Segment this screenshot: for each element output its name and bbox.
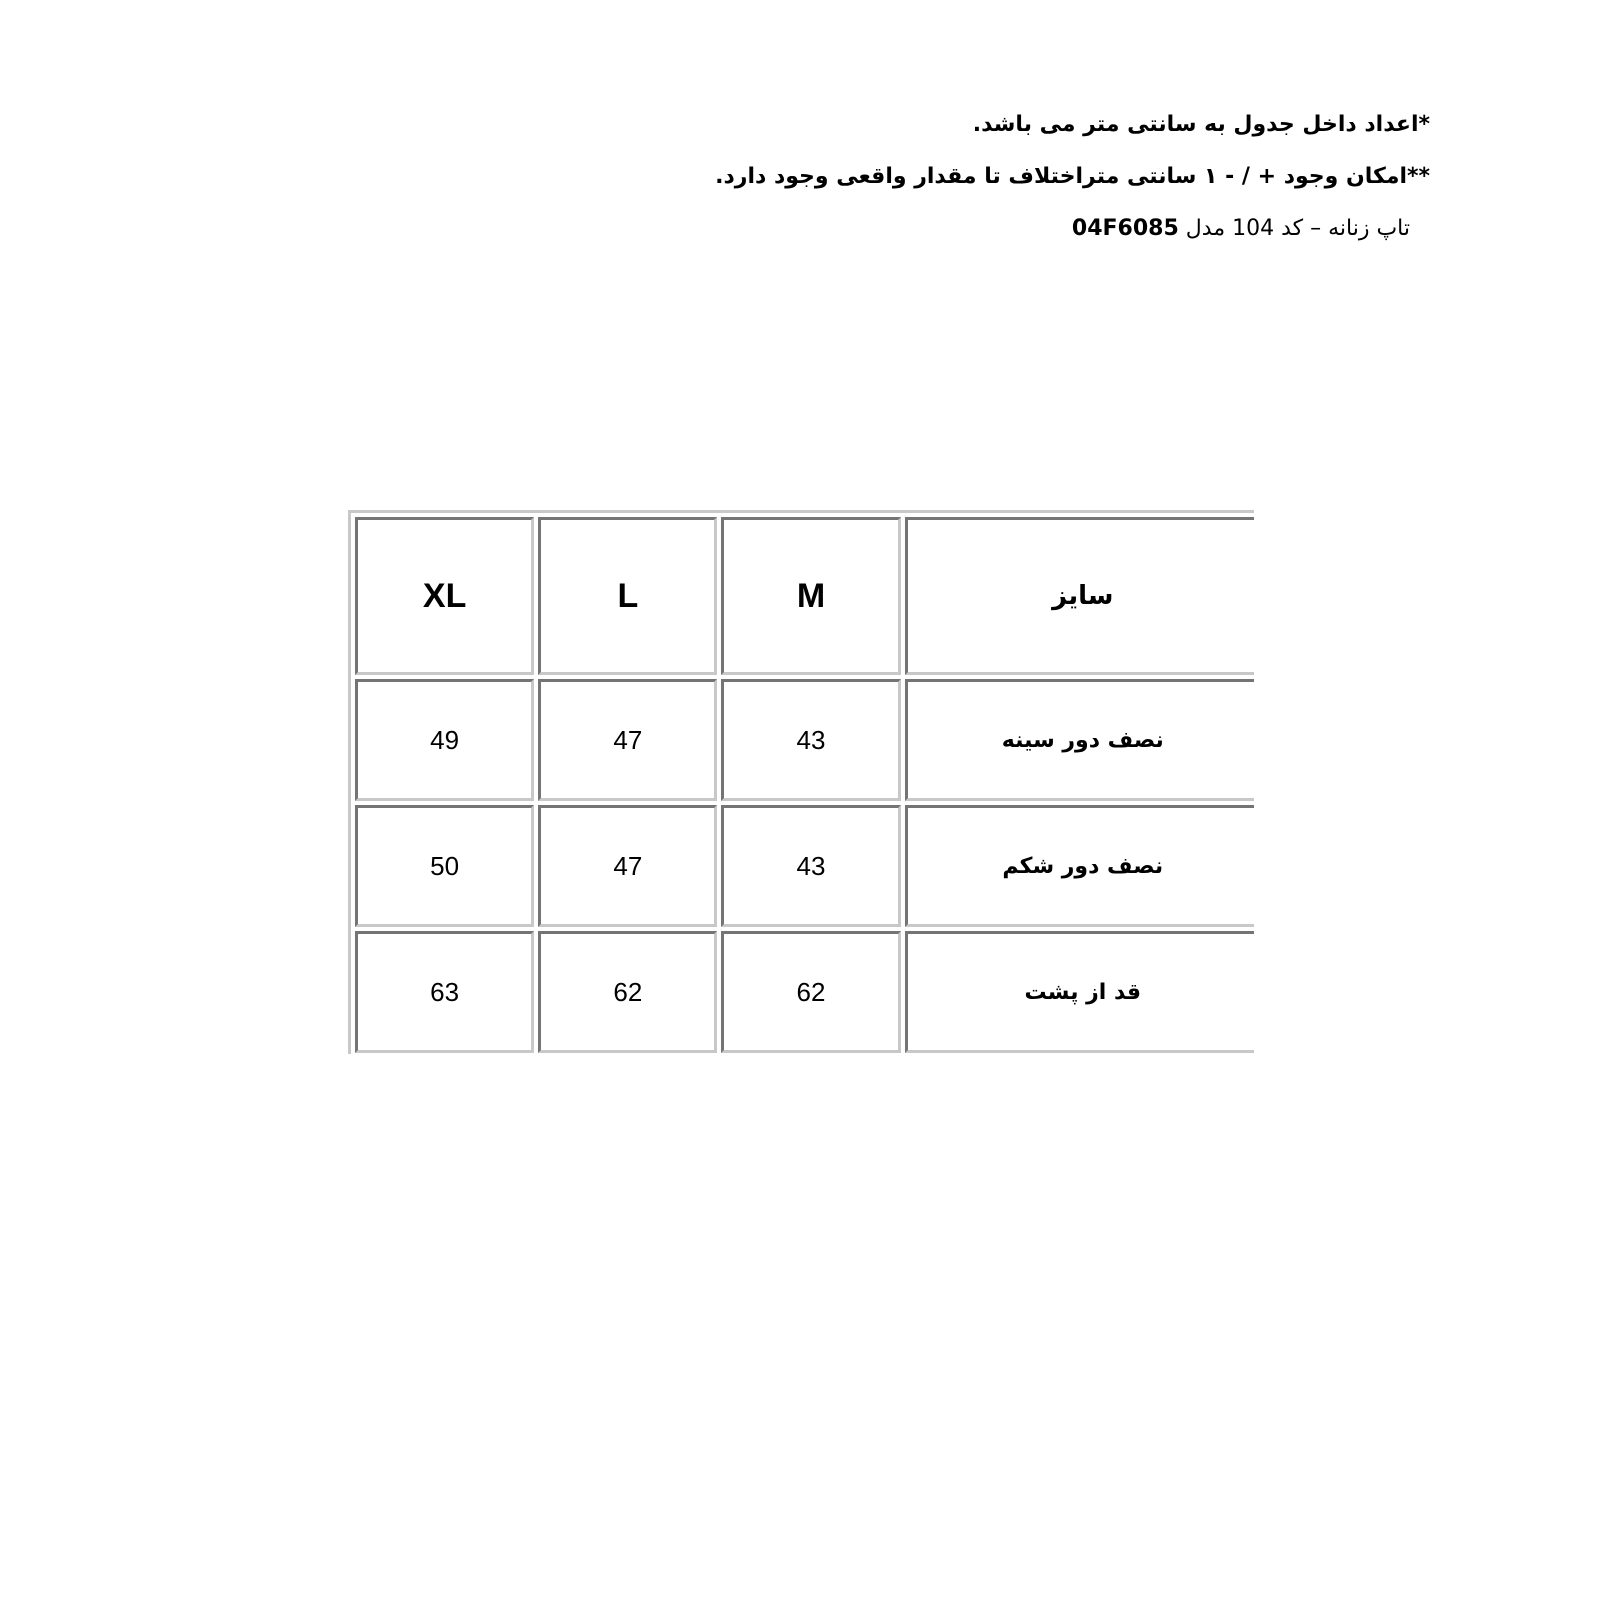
note-tolerance: **امکان وجود + / - ۱ سانتی متراختلاف تا مقدار واقعی وجود دارد. (715, 164, 1430, 189)
cell-value: 43 (721, 805, 900, 927)
cell-value: 43 (721, 679, 900, 801)
cell-value: 47 (538, 679, 717, 801)
product-name: تاپ زنانه – کد 104 مدل (1185, 216, 1410, 241)
header-size-m: M (721, 517, 900, 675)
cell-value: 62 (721, 931, 900, 1053)
cell-value: 63 (355, 931, 534, 1053)
product-code: 04F6085 (1071, 216, 1179, 241)
size-table-container (348, 510, 1254, 1054)
cell-value: 50 (355, 805, 534, 927)
header-size-xl: XL (355, 517, 534, 675)
row-label: نصف دور شکم (905, 805, 1254, 927)
product-title (530, 214, 1410, 244)
table-row (355, 679, 1254, 801)
table-row (355, 805, 1254, 927)
size-table (348, 510, 1254, 1054)
table-header-row (355, 517, 1254, 675)
notes-block (530, 110, 1430, 266)
header-size-label: سایز (905, 517, 1254, 675)
table-row (355, 931, 1254, 1053)
row-label: قد از پشت (905, 931, 1254, 1053)
note-units: *اعداد داخل جدول به سانتی متر می باشد. (972, 112, 1430, 137)
header-size-l: L (538, 517, 717, 675)
cell-value: 47 (538, 805, 717, 927)
cell-value: 49 (355, 679, 534, 801)
row-label: نصف دور سینه (905, 679, 1254, 801)
cell-value: 62 (538, 931, 717, 1053)
